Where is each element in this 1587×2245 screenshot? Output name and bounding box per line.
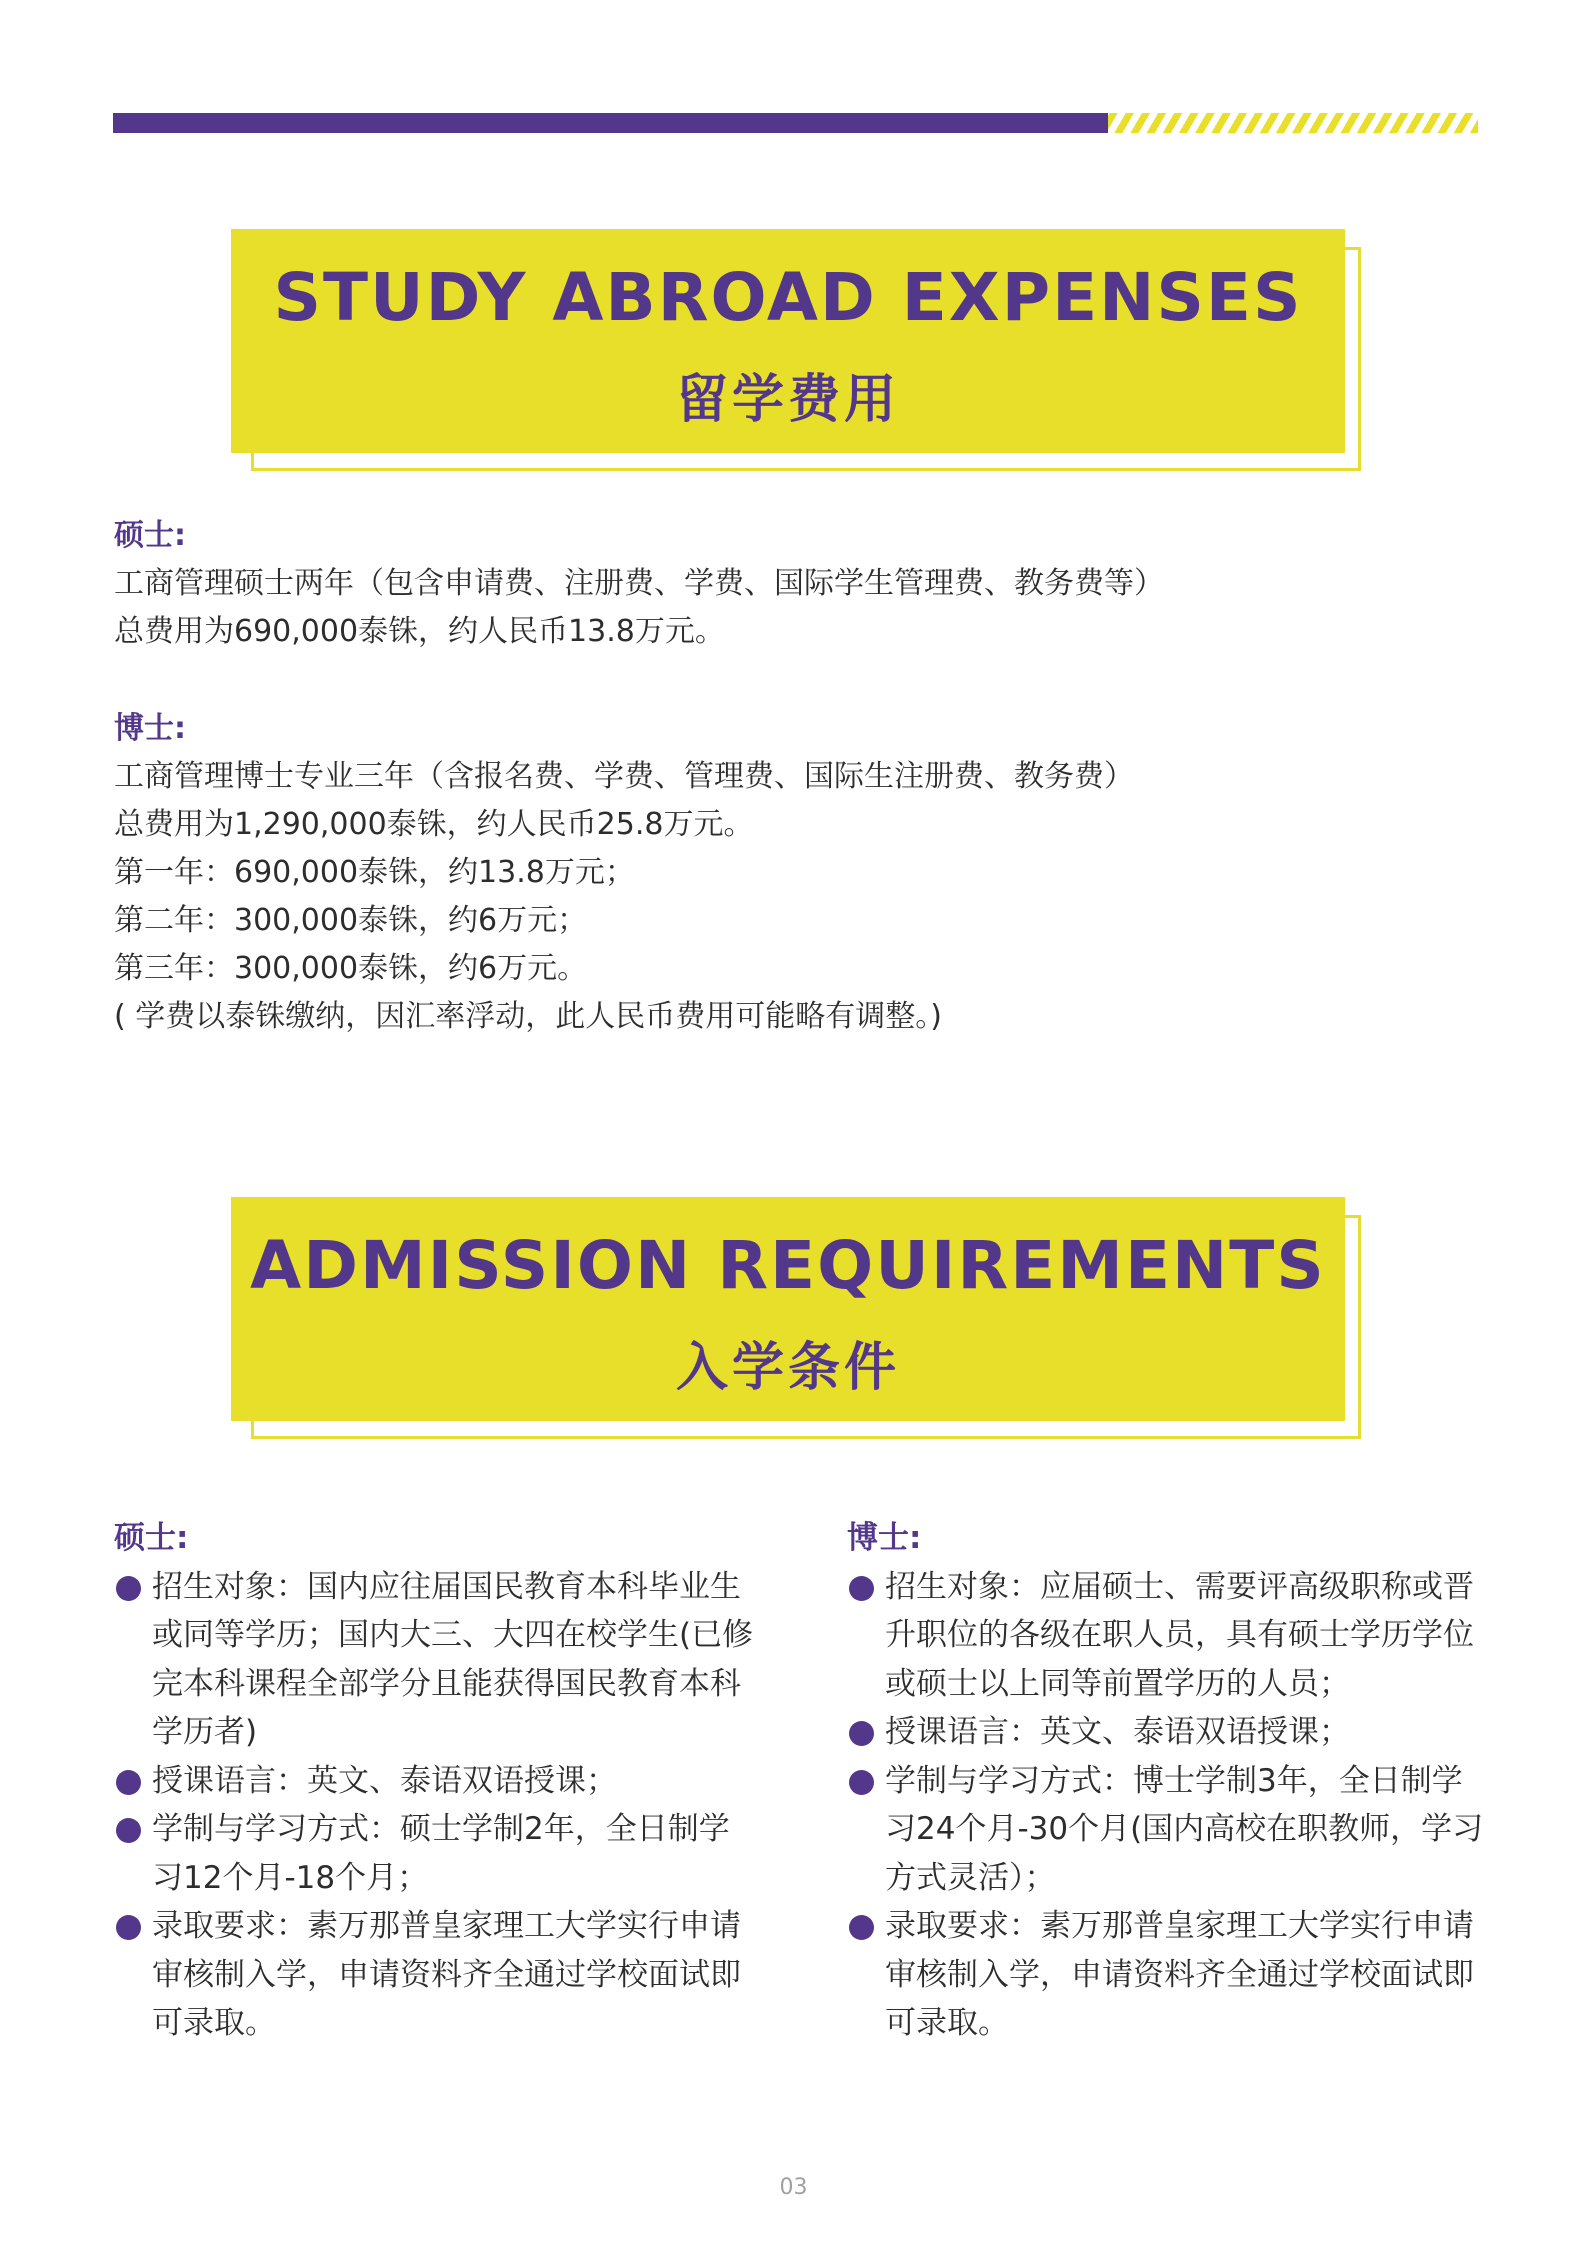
list-item xyxy=(114,1563,754,1757)
bullet-icon xyxy=(116,1576,141,1601)
expenses-doctor-heading: 博士: xyxy=(114,711,186,746)
bullet-icon xyxy=(116,1818,141,1843)
list-item xyxy=(114,1757,754,1806)
list-item-text: 录取要求：素万那普皇家理工大学实行申请审核制入学，申请资料齐全通过学校面试即可录取。 xyxy=(885,1908,1474,2041)
list-item xyxy=(114,1902,754,2048)
list-item-text: 招生对象：应届硕士、需要评高级职称或晋升职位的各级在职人员，具有硕士学历学位或硕士以上同等前置学历的人员； xyxy=(885,1568,1474,1702)
list-item-text: 招生对象：国内应往届国民教育本科毕业生或同等学历；国内大三、大四在校学生(已修完本科课程全部学分且能获得国民教育本科学历者) xyxy=(152,1568,754,1750)
admission-title-en: ADMISSION REQUIREMENTS xyxy=(250,1227,1326,1304)
bullet-icon xyxy=(849,1770,874,1795)
top-hatch-stripe xyxy=(1108,113,1478,133)
list-item-text: 授课语言：英文、泰语双语授课； xyxy=(152,1762,617,1799)
expenses-master-line: 工商管理硕士两年（包含申请费、注册费、学费、国际学生管理费、教务费等） xyxy=(114,566,1164,601)
expenses-doctor-line: ( 学费以泰铢缴纳，因汇率浮动，此人民币费用可能略有调整。) xyxy=(114,999,942,1034)
expenses-doctor-line: 总费用为1,290,000泰铢，约人民币25.8万元。 xyxy=(114,807,754,842)
bullet-icon xyxy=(849,1915,874,1940)
expenses-doctor-line: 工商管理博士专业三年（含报名费、学费、管理费、国际生注册费、教务费） xyxy=(114,759,1134,794)
list-item-text: 授课语言：英文、泰语双语授课； xyxy=(885,1714,1350,1750)
expenses-doctor-line: 第三年：300,000泰铢，约6万元。 xyxy=(114,951,588,986)
bullet-icon xyxy=(849,1721,874,1746)
list-item xyxy=(114,1805,754,1902)
admission-doctor-heading: 博士: xyxy=(847,1520,922,1556)
banner-box xyxy=(231,229,1345,453)
bullet-icon xyxy=(849,1576,874,1601)
admission-master-heading: 硕士: xyxy=(114,1520,189,1556)
admission-doctor-list xyxy=(847,1563,1487,2048)
expenses-title-cn: 留学费用 xyxy=(675,370,900,430)
admission-doctor-column xyxy=(847,1514,1487,2048)
expenses-master-heading: 硕士: xyxy=(114,518,186,553)
list-item-text: 学制与学习方式：硕士学制2年，全日制学习12个月-18个月； xyxy=(152,1811,730,1896)
expenses-title-en: STUDY ABROAD EXPENSES xyxy=(273,259,1303,336)
list-item xyxy=(847,1563,1487,1709)
admission-master-column xyxy=(114,1514,754,2048)
expenses-doctor-line: 第一年：690,000泰铢，约13.8万元； xyxy=(114,855,635,890)
expenses-master-section xyxy=(114,512,1164,656)
expenses-doctor-section xyxy=(114,705,1134,1041)
expenses-master-line: 总费用为690,000泰铢，约人民币13.8万元。 xyxy=(114,614,725,649)
admission-title-cn: 入学条件 xyxy=(675,1338,900,1398)
list-item-text: 录取要求：素万那普皇家理工大学实行申请审核制入学，申请资料齐全通过学校面试即可录取。 xyxy=(152,1908,741,2041)
bullet-icon xyxy=(116,1915,141,1940)
page-number: 03 xyxy=(779,2175,808,2200)
banner-box xyxy=(231,1197,1345,1421)
expenses-doctor-line: 第二年：300,000泰铢，约6万元； xyxy=(114,903,588,938)
bullet-icon xyxy=(116,1770,141,1795)
list-item xyxy=(847,1902,1487,2048)
list-item xyxy=(847,1708,1487,1757)
top-accent-bar xyxy=(113,113,1118,133)
admission-master-list xyxy=(114,1563,754,2048)
list-item xyxy=(847,1757,1487,1903)
list-item-text: 学制与学习方式：博士学制3年，全日制学习24个月-30个月(国内高校在职教师，学习方式灵活）； xyxy=(885,1762,1484,1896)
